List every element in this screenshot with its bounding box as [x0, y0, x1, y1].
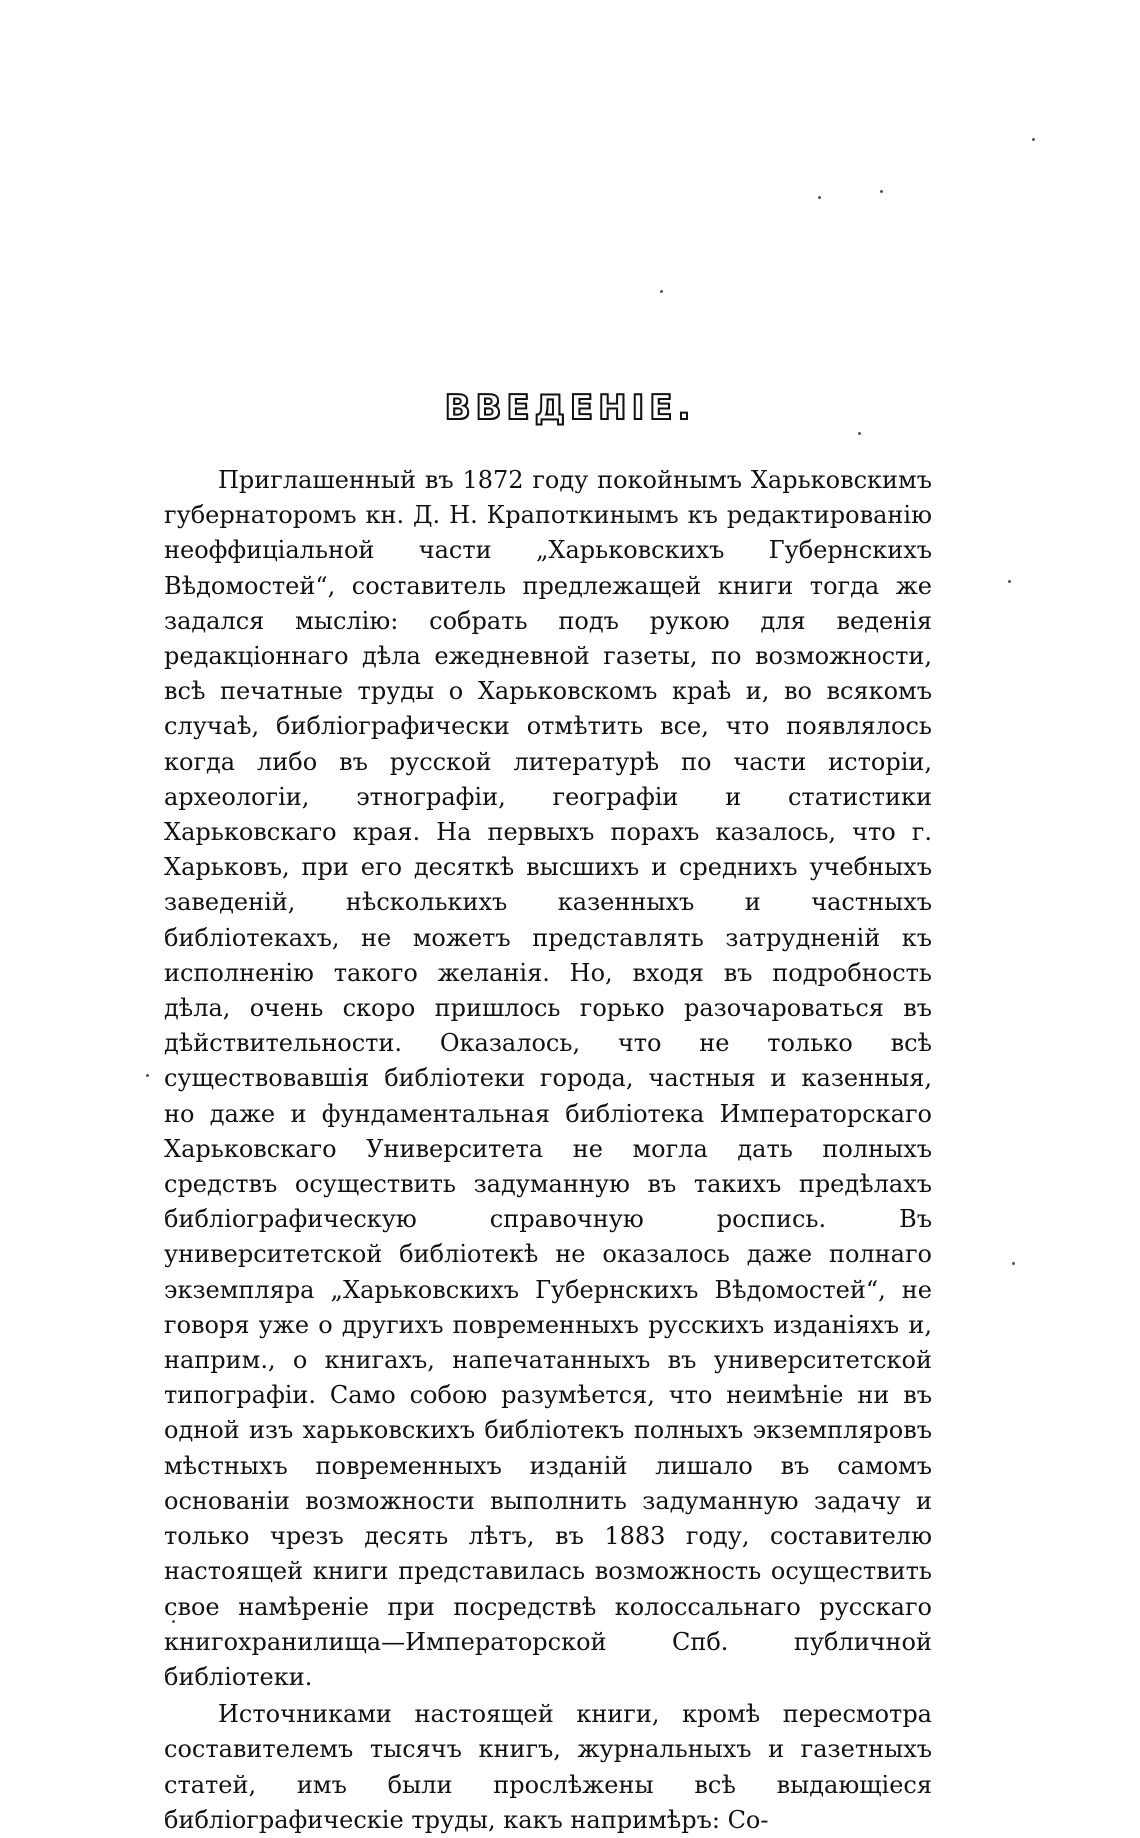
- scan-speck: [818, 196, 821, 199]
- scan-speck: [1008, 580, 1011, 583]
- scan-speck: [1012, 1262, 1015, 1265]
- scan-speck: [660, 290, 663, 293]
- scan-speck: [1032, 138, 1035, 141]
- scan-speck: [172, 1620, 175, 1623]
- body-text: [164, 463, 932, 1838]
- scan-speck: [146, 1074, 149, 1077]
- paragraph-1: Приглашенный въ 1872 году покойнымъ Харьковскимъ губернаторомъ кн. Д. Н. Крапоткинымъ къ редактированію неоффиціальной части „Харьковскихъ Губернскихъ Вѣдомостей“, составитель предлежащей книги тогда же задался мыслію: собрать подъ рукою для веденія редакціоннаго дѣла ежедневной газеты, по возможности, всѣ печатные труды о Харьковскомъ краѣ и, во всякомъ случаѣ, библіографически отмѣтить все, что появлялось когда либо въ русской литературѣ по части исторіи, археологіи, этнографіи, географіи и статистики Харьковскаго края. На первыхъ порахъ казалось, что г. Харьковъ, при его десяткѣ высшихъ и среднихъ учебныхъ заведеній, нѣсколькихъ казенныхъ и частныхъ библіотекахъ, не можетъ представлять затрудненій къ исполненію такого желанія. Но, входя въ подробность дѣла, очень скоро пришлось горько разочароваться въ дѣйствительности. Оказалось, что не только всѣ существовавшія библіотеки города, частныя и казенныя, но даже и фундаментальная библіотека Императорскаго Харьковскаго Университета не могла дать полныхъ средствъ осуществить задуманную въ такихъ предѣлахъ библіографическую справочную роспись. Въ университетской библіотекѣ не оказалось даже полнаго экземпляра „Харьковскихъ Губернскихъ Вѣдомостей“, не говоря уже о другихъ повременныхъ русскихъ изданіяхъ и, наприм., о книгахъ, напечатанныхъ въ университетской типографіи. Само собою разумѣется, что неимѣніе ни въ одной изъ харьковскихъ библіотекъ полныхъ экземпляровъ мѣстныхъ повременныхъ изданій лишало въ самомъ основаніи возможности выполнить задуманную задачу и только чрезъ десять лѣтъ, въ 1883 году, составителю настоящей книги представилась возможность осуществить свое намѣреніе при посредствѣ колоссальнаго русскаго книгохранилища—Императорской Спб. публичной библіотеки.: [164, 466, 932, 1691]
- scan-speck: [858, 432, 861, 435]
- page-title: ВВЕДЕНІЕ.: [444, 388, 696, 428]
- scan-speck: [880, 190, 883, 193]
- paragraph-2: Источниками настоящей книги, кромѣ пересмотра составителемъ тысячъ книгъ, журнальныхъ и газетныхъ статей, имъ были прослѣжены всѣ выдающіеся библіографическіе труды, какъ напримѣръ: Со-: [164, 1700, 932, 1834]
